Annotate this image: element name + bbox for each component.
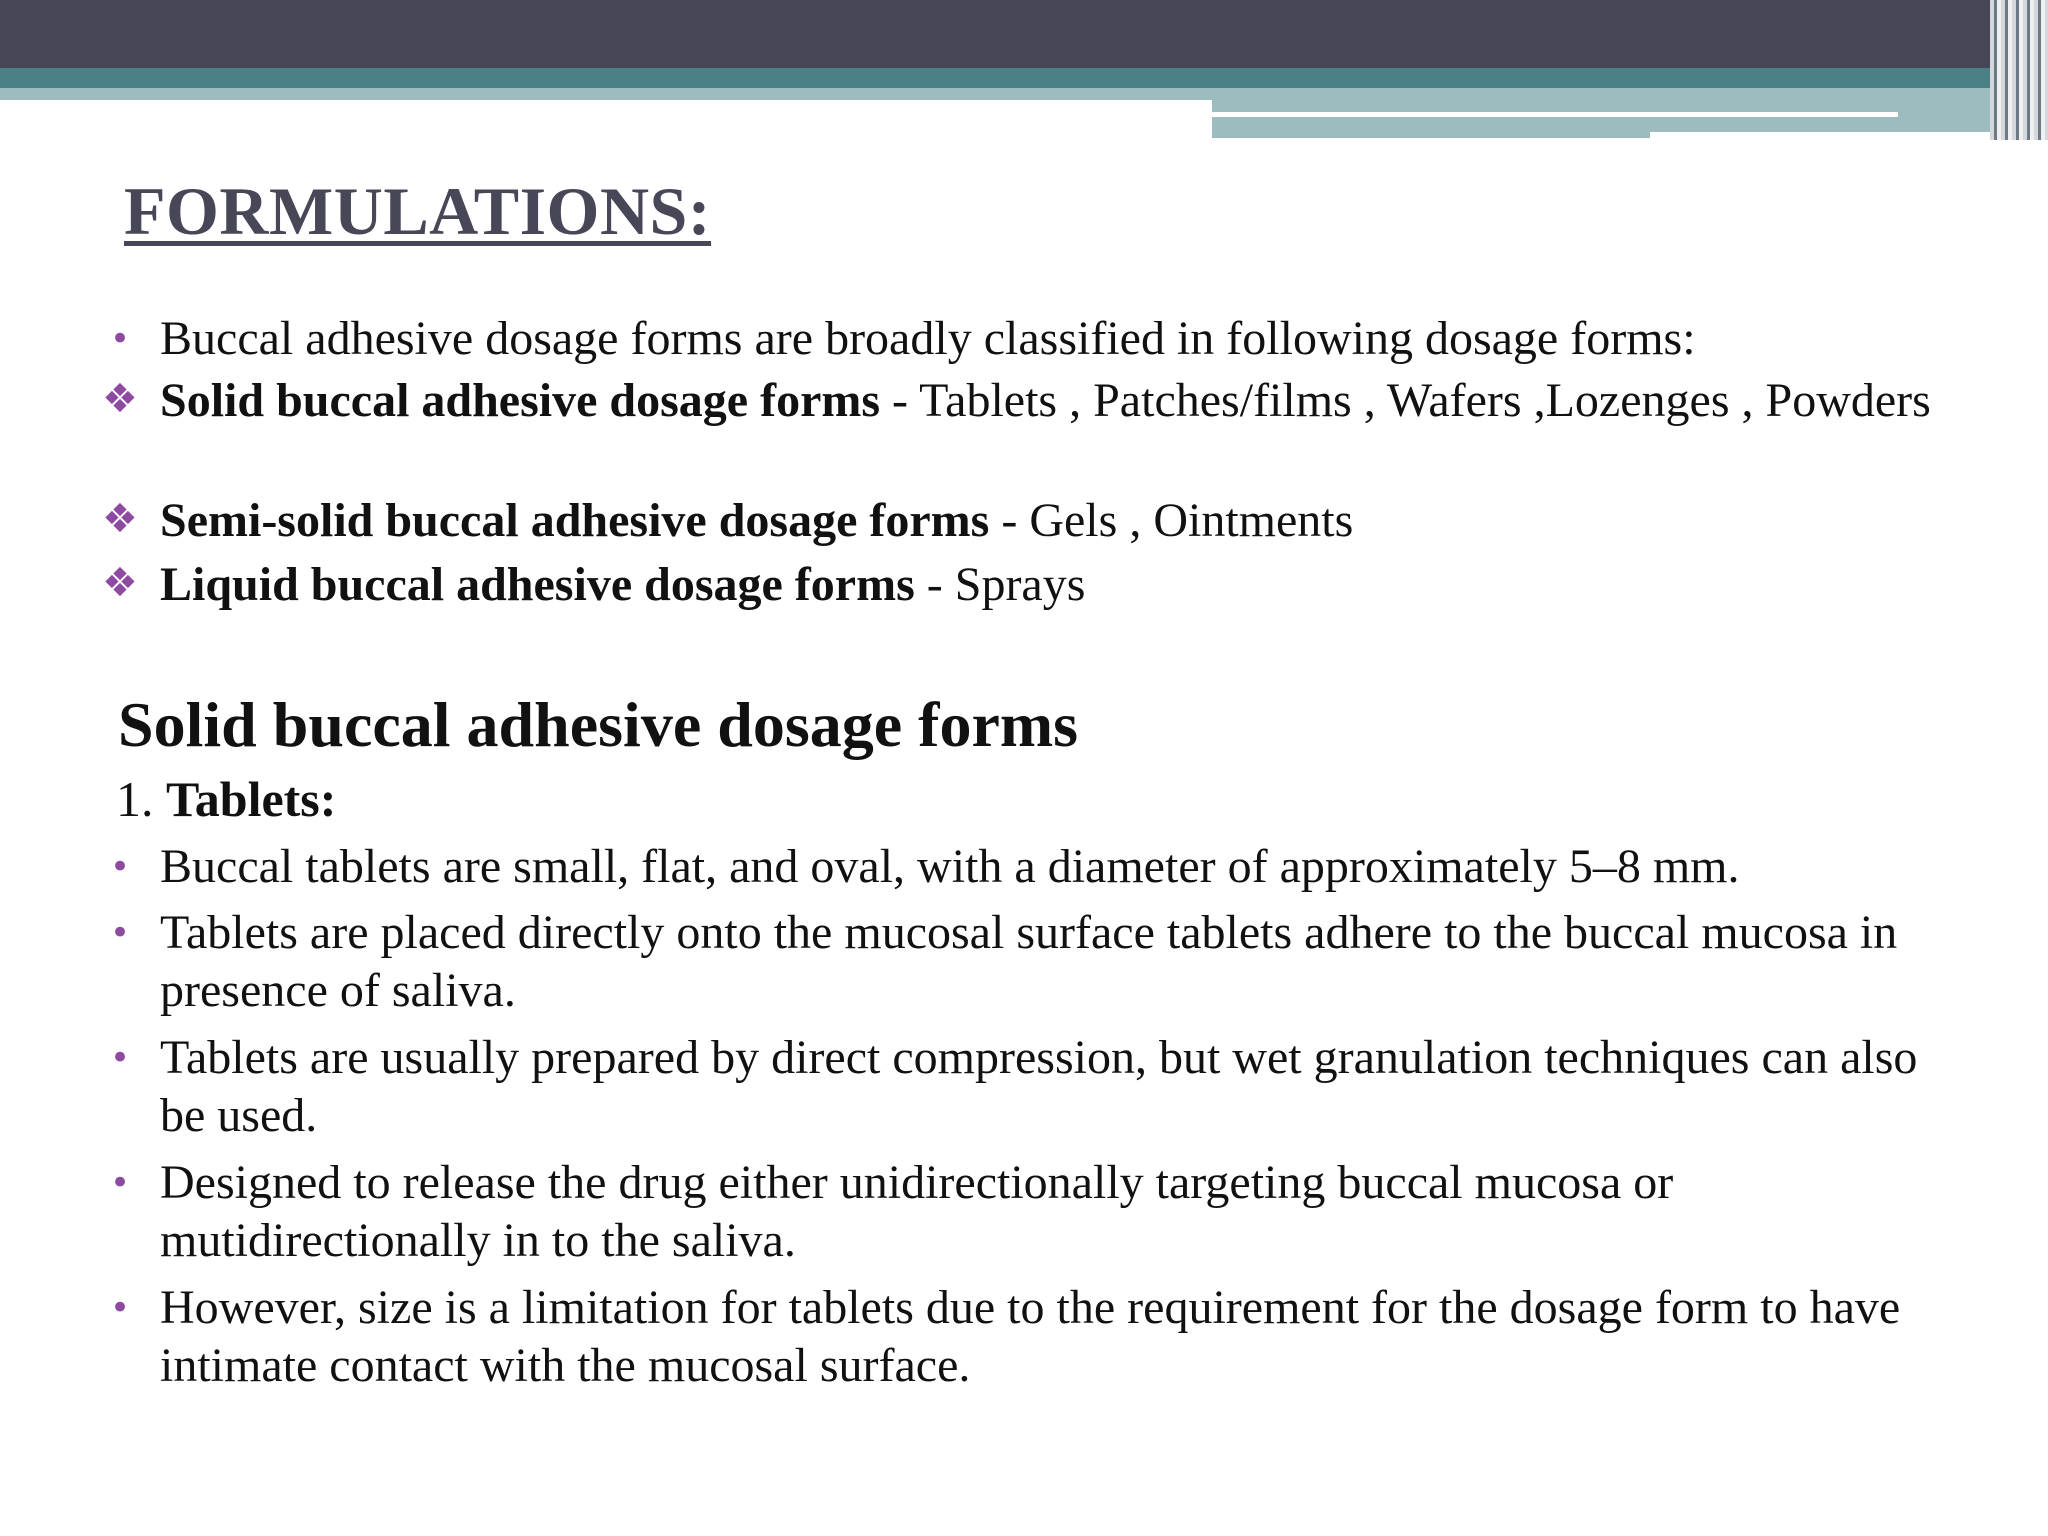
subheading-number: 1. (116, 771, 166, 827)
four-diamond-icon: ❖ (102, 560, 138, 606)
class-item-liquid (102, 556, 1960, 614)
intro-bullet-item (109, 310, 1960, 368)
header-stripes (1990, 0, 2048, 140)
class-separator: - (880, 374, 920, 427)
point-item (109, 838, 1960, 896)
class-separator: - (989, 494, 1030, 547)
header-accent-line-short (1650, 132, 2048, 138)
four-diamond-icon: ❖ (102, 376, 138, 422)
header-band-dark (0, 0, 2048, 68)
class-label: Semi-solid buccal adhesive dosage forms (160, 494, 990, 547)
class-text: Gels , Ointments (1029, 494, 1354, 547)
section-subheading (116, 770, 336, 828)
header-band-light-left (0, 88, 1212, 100)
class-item-semisolid (102, 492, 1960, 550)
bullet-dot-icon: • (109, 1163, 131, 1203)
section-heading: Solid buccal adhesive dosage forms (118, 689, 1079, 760)
bullet-dot-icon: • (109, 1038, 131, 1078)
class-label: Liquid buccal adhesive dosage forms (160, 558, 915, 611)
class-label: Solid buccal adhesive dosage forms (160, 374, 881, 427)
point-text: However, size is a limitation for tablets due to the requirement for the dosage form to have intimate contact with the mucosal surface. (160, 1281, 1901, 1392)
point-item (109, 1029, 1960, 1145)
subheading-label: Tablets: (166, 771, 337, 827)
class-item-solid (102, 372, 1960, 430)
point-item (109, 904, 1960, 1020)
point-text: Tablets are usually prepared by direct compression, but wet granulation techniques can also be used. (160, 1031, 1918, 1142)
four-diamond-icon: ❖ (102, 496, 138, 542)
header-accent-line (1212, 112, 1898, 117)
class-text: Tablets , Patches/films , Wafers ,Lozenges , Powders (919, 374, 1931, 427)
bullet-dot-icon: • (109, 847, 131, 887)
point-text: Tablets are placed directly onto the mucosal surface tablets adhere to the buccal mucosa in presence of saliva. (160, 906, 1898, 1017)
class-text: Sprays (954, 558, 1086, 611)
point-item (109, 1154, 1960, 1270)
bullet-dot-icon: • (109, 1288, 131, 1328)
bullet-dot-icon: • (109, 319, 131, 359)
point-item (109, 1279, 1960, 1395)
bullet-dot-icon: • (109, 913, 131, 953)
slide-title: FORMULATIONS: (124, 173, 712, 249)
intro-text: Buccal adhesive dosage forms are broadly classified in following dosage forms: (160, 312, 1696, 365)
point-text: Buccal tablets are small, flat, and oval, with a diameter of approximately 5–8 mm. (160, 840, 1740, 893)
class-separator: - (914, 558, 955, 611)
header-band-teal (0, 68, 2048, 88)
point-text: Designed to release the drug either unidirectionally targeting buccal mucosa or mutidirectionally in to the saliva. (160, 1156, 1674, 1267)
